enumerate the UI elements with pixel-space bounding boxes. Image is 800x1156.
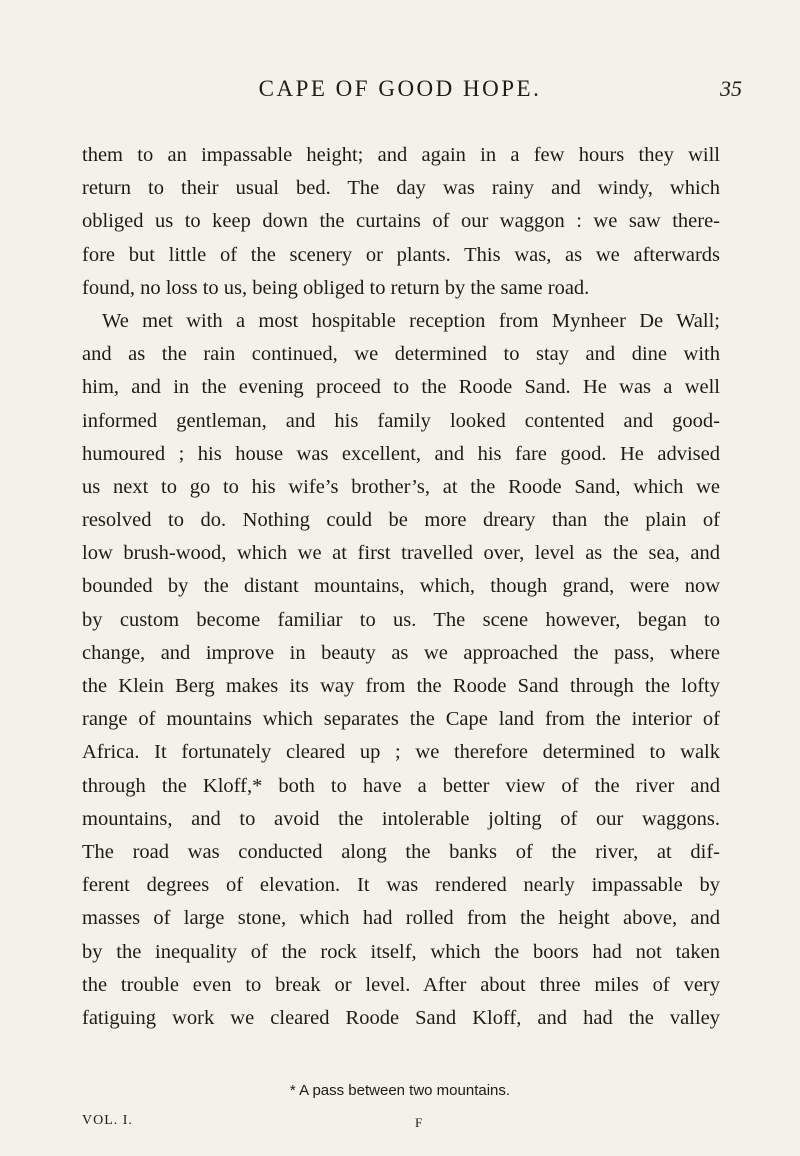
text-line: masses of large stone, which had rolled from the height above, and <box>82 907 720 930</box>
running-head: CAPE OF GOOD HOPE. <box>258 76 542 101</box>
text-line: the Klein Berg makes its way from the Roode Sand through the lofty <box>82 675 720 697</box>
page-number: 35 <box>720 76 742 101</box>
text-line: by custom become familiar to us. The scene however, began to <box>82 608 720 631</box>
text-line: found, no loss to us, being obliged to return by the same road. <box>82 276 590 299</box>
footnote: * A pass between two mountains. <box>289 1082 511 1099</box>
text-line: informed gentleman, and his family looked contented and good- <box>82 409 720 432</box>
text-line: return to their usual bed. The day was rainy and windy, which <box>82 177 720 200</box>
text-line: Africa. It fortunately cleared up ; we therefore determined to walk <box>82 741 720 764</box>
text-line: We met with a most hospitable reception from Mynheer De Wall; <box>102 309 720 332</box>
text-line: mountains, and to avoid the intolerable jolting of our waggons. <box>82 807 720 830</box>
text-line: range of mountains which separates the Cape land from the interior of <box>82 708 720 731</box>
text-line: by the inequality of the rock itself, which the boors had not taken <box>82 940 720 963</box>
text-line: him, and in the evening proceed to the Roode Sand. He was a well <box>82 376 720 399</box>
text-line: humoured ; his house was excellent, and his fare good. He advised <box>82 442 720 465</box>
text-line: the trouble even to break or level. After about three miles of very <box>82 973 720 996</box>
signature-mark: F <box>415 1115 423 1130</box>
text-line: them to an impassable height; and again in a few hours they will <box>82 144 720 166</box>
body-text <box>82 139 720 1035</box>
text-line: us next to go to his wife’s brother’s, at the Roode Sand, which we <box>82 475 720 498</box>
text-line: through the Kloff,* both to have a better view of the river and <box>82 774 720 797</box>
text-line: bounded by the distant mountains, which, though grand, were now <box>82 575 720 598</box>
text-line: obliged us to keep down the curtains of our waggon : we saw there- <box>82 210 720 233</box>
text-line: fore but little of the scenery or plants. This was, as we afterwards <box>82 243 720 266</box>
text-line: fatiguing work we cleared Roode Sand Kloff, and had the valley <box>82 1006 720 1029</box>
text-line: resolved to do. Nothing could be more dreary than the plain of <box>82 509 720 532</box>
text-line: ferent degrees of elevation. It was rendered nearly impassable by <box>82 874 720 897</box>
volume-label: VOL. I. <box>82 1113 133 1128</box>
text-line: The road was conducted along the banks of the river, at dif- <box>82 840 720 863</box>
text-line: and as the rain continued, we determined to stay and dine with <box>82 343 720 366</box>
text-line: change, and improve in beauty as we approached the pass, where <box>82 641 720 664</box>
text-line: low brush-wood, which we at first travelled over, level as the sea, and <box>82 542 720 565</box>
